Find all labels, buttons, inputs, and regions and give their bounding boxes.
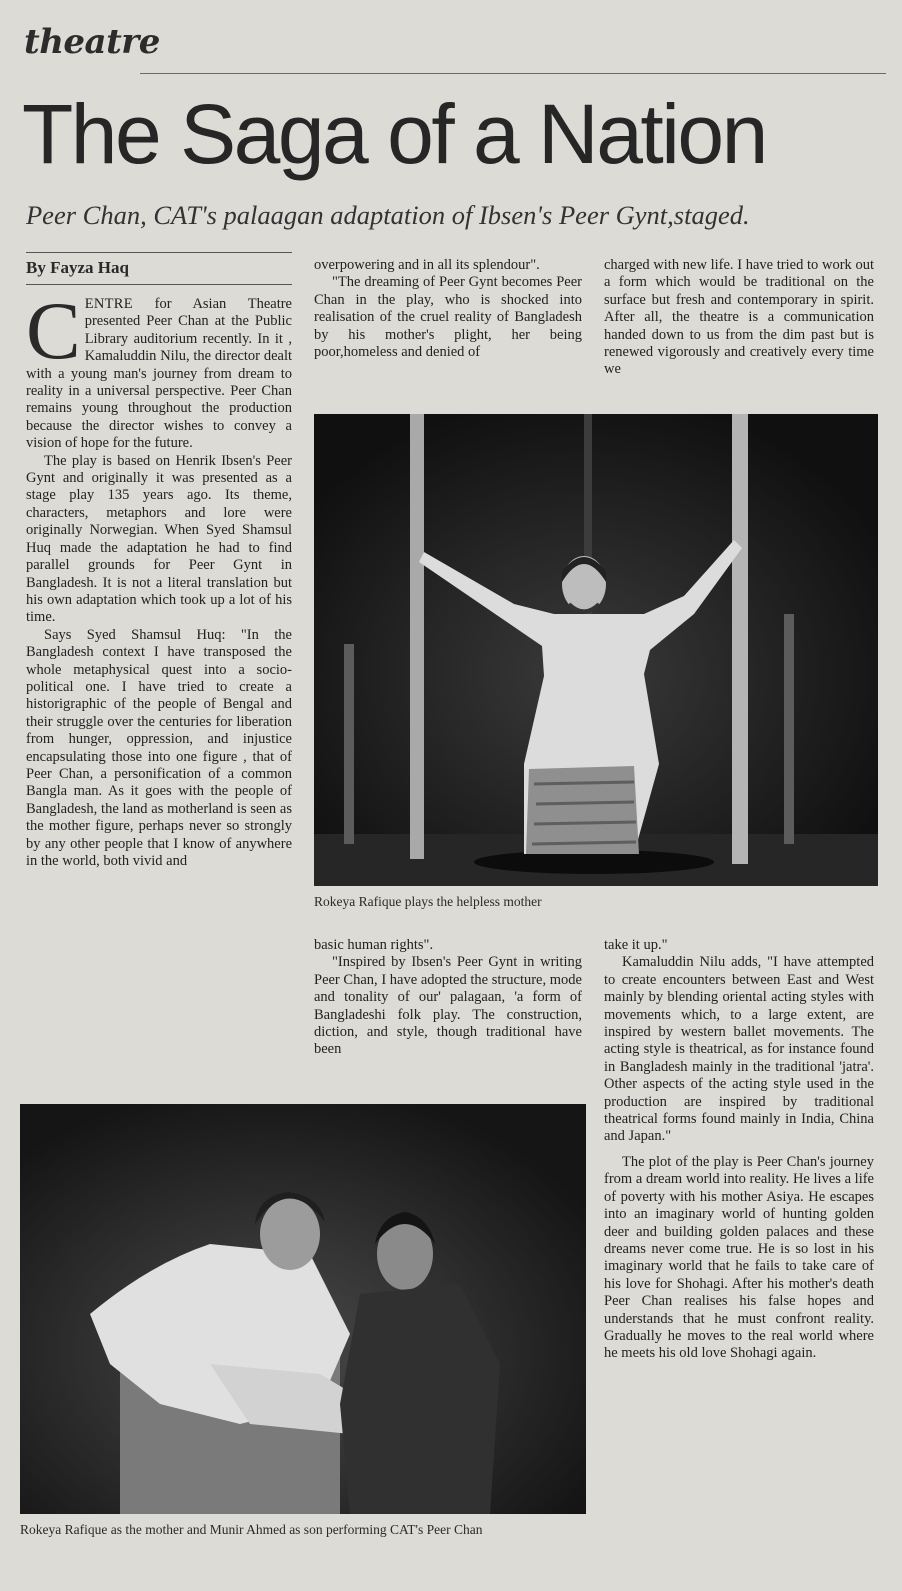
stage-photo-illustration bbox=[20, 1104, 586, 1514]
section-rule bbox=[140, 73, 886, 74]
photo-caption: Rokeya Rafique plays the helpless mother bbox=[314, 894, 542, 909]
stage-photo-illustration bbox=[314, 414, 878, 886]
subhead: Peer Chan, CAT's palaagan adaptation of Ibsen's Peer Gynt,staged. bbox=[26, 200, 750, 230]
paragraph: take it up." bbox=[604, 937, 668, 953]
article-column-2-bottom bbox=[314, 937, 582, 1059]
paragraph: basic human rights". bbox=[314, 937, 434, 953]
photo-caption: Rokeya Rafique as the mother and Munir Ahmed as son performing CAT's Peer Chan bbox=[20, 1522, 483, 1537]
paragraph: charged with new life. I have tried to work out a form which would be traditional on the surface but fresh and contemporary in spirit. After all, the theatre is a communication handed down to us from the dim past but is renewed vigorously and creatively every time we bbox=[604, 257, 874, 378]
paragraph: The plot of the play is Peer Chan's journey from a dream world into reality. He lives a life of poverty with his mother Asiya. He escapes into an imaginary world of hunting golden deer and building golden palaces and these dreams never come true. He is so lost in his imaginary world that he fails to take care of his love for Shohagi. After his mother's death Peer Chan realises his false hopes and understands that he must confront reality. Gradually he moves to the real world where he meets his old love Shohagi again. bbox=[604, 1153, 874, 1362]
byline: By Fayza Haq bbox=[26, 258, 129, 277]
paragraph: "The dreaming of Peer Gynt becomes Peer Chan in the play, who is shocked into realisation of the cruel reality of Bangladesh by his mother's plight, her being poor,homeless and denied of bbox=[314, 274, 582, 361]
article-column-3-bottom bbox=[604, 937, 874, 1363]
headline: The Saga of a Nation bbox=[22, 87, 766, 181]
byline-rule-top bbox=[26, 252, 292, 253]
paragraph: Kamaluddin Nilu adds, "I have attempted to create encounters between East and West mainly by blending oriental acting styles with movements which, to a large extent, are inspired by western ballet movements. The acting style is theatrical, as for instance found in Bangladesh mainly in the traditional 'jatra'. Other aspects of the acting style used in the production are inspired by traditional theatrical forms found mainly in India, China and Japan." bbox=[604, 954, 874, 1145]
article-column-2-top bbox=[314, 257, 582, 361]
paragraph: The play is based on Henrik Ibsen's Peer Gynt and originally it was presented as a stage play 135 years ago. Its theme, characters, metaphors and lore were originally Norwegian. When Syed Shamsul Huq made the adaptation he had to find parallel grounds for Peer Gynt in Bangladesh. It is not a literal translation but his own adaptation which took up a lot of his time. bbox=[26, 452, 292, 626]
photo-helpless-mother bbox=[314, 414, 878, 886]
section-label: theatre bbox=[24, 22, 160, 62]
paragraph-lead bbox=[26, 285, 292, 453]
lead-caps: ENTRE bbox=[84, 296, 133, 312]
paragraph: Says Syed Shamsul Huq: "In the Bangladesh context I have transposed the whole metaphysical quest into a socio-political one. I have tried to create a historigraphic of the people of Bengal and their struggle over the centuries for liberation from hunger, oppression, and injustice encapsulating those into one figure , that of Peer Chan, a personification of a common Bangla man. As it goes with the people of Bangladesh, the land as motherland is seen as the mother figure, perhaps never so strongly by any other people that I know of anywhere in the world, both vivid and bbox=[26, 626, 292, 869]
lead-text: for Asian Theatre presented Peer Chan at the Public Library auditorium recently. In it , Kamaluddin Nilu, the director dealt with a young man's journey from dream to reality in a universal perspective. Peer Chan remains young throughout the production because the director wishes to convey a vision of hope for the future. bbox=[26, 296, 292, 452]
paragraph: overpowering and in all its splendour". bbox=[314, 257, 540, 273]
article-column-3-top bbox=[604, 257, 874, 379]
dropcap: C bbox=[26, 285, 81, 376]
paragraph: "Inspired by Ibsen's Peer Gynt in writing Peer Chan, I have adopted the structure, mode and tonality of our' palagaan, 'a form of Bangladeshi folk play. The construction, diction, and style, though traditional have been bbox=[314, 954, 582, 1058]
article-column-1 bbox=[26, 285, 292, 870]
photo-mother-and-son bbox=[20, 1104, 586, 1514]
